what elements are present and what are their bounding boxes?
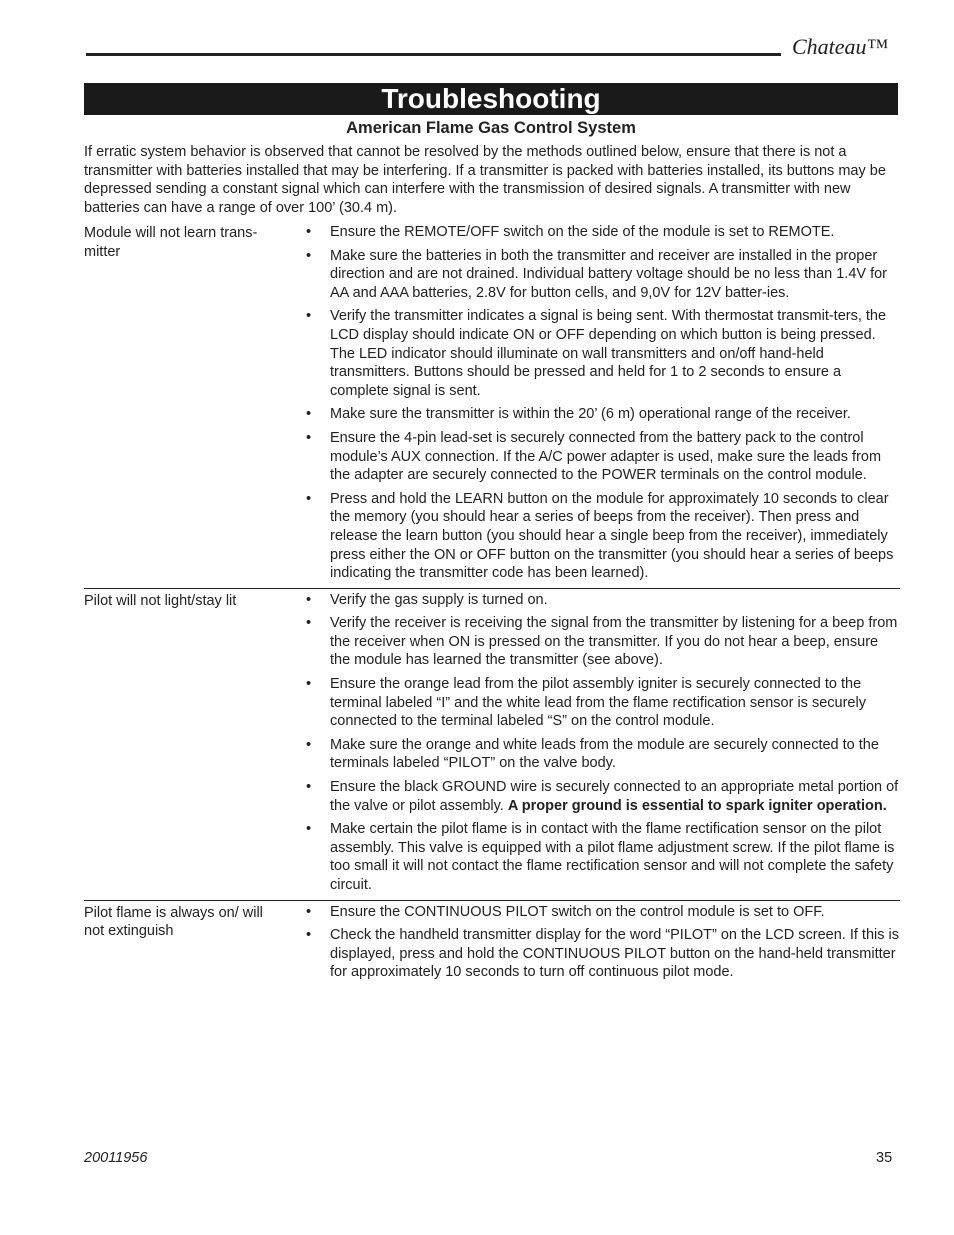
problem-label: Pilot will not light/stay lit (84, 592, 237, 609)
bullet-icon: • (306, 591, 312, 608)
solution-text: Verify the gas supply is turned on. (330, 591, 548, 608)
intro-paragraph: If erratic system behavior is observed that cannot be resolved by the methods outlined below, ensure that there is not a transmitter with batteries installed that may be interfering. If a transmitter is packed with batteries installed, its buttons may be depressed sending a constant signal which can interfere with the transmission of desired signals. A transmitter with new batteries can have a range of over 100’ (30.4 m). (84, 144, 886, 216)
bullet-icon: • (306, 224, 312, 240)
solution-text: Verify the receiver is receiving the signal from the transmitter by listening for a beep from the receiver when ON is pressed on the transmitter. If you do not hear a beep, ensure the module has learned the transmitter (see above). (330, 615, 898, 669)
solution-item (306, 405, 900, 424)
problem-row (84, 900, 900, 987)
solution-list (306, 223, 900, 588)
document-number: 20011956 (84, 1150, 148, 1166)
header-rule (86, 53, 781, 56)
solution-item (306, 307, 900, 400)
solution-item (306, 675, 900, 731)
bullet-icon: • (306, 406, 312, 423)
bullet-icon: • (306, 821, 312, 838)
solution-item (306, 490, 900, 583)
bullet-icon: • (306, 490, 312, 507)
solution-item (306, 429, 900, 485)
problem-label: Module will not learn trans-mitter (84, 225, 258, 260)
bullet-icon: • (306, 927, 312, 944)
solution-text: Ensure the black GROUND wire is securely connected to an appropriate metal portion of the valve or pilot assembly. A proper ground is essential to spark igniter operation. (330, 779, 899, 814)
solution-text: Make certain the pilot flame is in contact with the flame rectification sensor on the pilot assembly. This valve is equipped with a pilot flame adjustment screw. If the pilot flame is too small it will not contact the flame rectification sensor and will not complete the safety circuit. (330, 821, 895, 893)
solution-text: Make sure the transmitter is within the 20’ (6 m) operational range of the receiver. (330, 406, 851, 423)
brand-name: Chateau™ (792, 34, 889, 59)
solution-item (306, 614, 900, 670)
bullet-icon: • (306, 615, 312, 632)
page-number: 35 (876, 1150, 893, 1166)
bullet-icon: • (306, 779, 312, 796)
bullet-icon: • (306, 903, 312, 920)
troubleshooting-table (84, 223, 900, 987)
solution-item (306, 247, 900, 303)
bullet-icon: • (306, 736, 312, 753)
solution-text: Ensure the 4-pin lead-set is securely connected from the battery pack to the control module’s AUX connection. If the A/C power adapter is used, make sure the leads from the adapter are securely connected to the POWER terminals on the control module. (330, 429, 882, 484)
problem-label: Pilot flame is always on/ will not extinguish (84, 904, 263, 940)
bullet-icon: • (306, 247, 312, 264)
solution-item (306, 591, 900, 610)
solution-text: Make sure the orange and white leads from the module are securely connected to the terminals labeled “PILOT” on the valve body. (330, 736, 879, 772)
bullet-icon: • (306, 429, 312, 446)
solution-item (306, 820, 900, 894)
solution-item (306, 223, 900, 242)
solution-list (306, 591, 900, 900)
bullet-icon: • (306, 676, 312, 693)
solution-text: Check the handheld transmitter display for the word “PILOT” on the LCD screen. If this is displayed, press and hold the CONTINUOUS PILOT button on the hand-held transmitter for approximately 10 seconds to turn off continuous pilot mode. (330, 927, 899, 981)
solution-text: Verify the transmitter indicates a signal is being sent. With thermostat transmit-ters, the LCD display should indicate ON or OFF depending on which button is being pressed. The LED indicator should illuminate on wall transmitters and on/off hand-held transmitters. Buttons should be pressed and held for 1 to 2 seconds to ensure a complete signal is sent. (330, 308, 887, 399)
problem-row (84, 588, 900, 900)
solution-text: Press and hold the LEARN button on the module for approximately 10 seconds to clear the memory (you should hear a series of beeps from the receiver). Then press and release the learn button (you should hear a single beep from the receiver), immediately press either the ON or OFF button on the transmitter (you should hear a series of beeps indicating the transmitter code has been learned). (330, 490, 894, 582)
solution-item (306, 736, 900, 773)
solution-text: Make sure the batteries in both the transmitter and receiver are installed in the proper direction and are not drained. Individual battery voltage should be no less than 1.4V for AA and AAA batteries, 2.8V for button cells, and 9,0V for 12V batter-ies. (330, 247, 888, 301)
section-subtitle: American Flame Gas Control System (346, 119, 636, 137)
solution-text: Ensure the CONTINUOUS PILOT switch on the control module is set to OFF. (330, 903, 825, 920)
emphasis-text: A proper ground is essential to spark igniter operation. (507, 797, 887, 814)
problem-row (84, 223, 900, 588)
bullet-icon: • (306, 308, 312, 325)
solution-text: Ensure the REMOTE/OFF switch on the side of the module is set to REMOTE. (330, 224, 835, 240)
solution-item (306, 778, 900, 815)
page-title: Troubleshooting (84, 83, 898, 115)
solution-item (306, 903, 900, 922)
solution-item (306, 926, 900, 982)
solution-text: Ensure the orange lead from the pilot assembly igniter is securely connected to the terminal labeled “I” and the white lead from the flame rectification sensor is securely connected to the terminal labeled “S” on the control module. (330, 676, 866, 730)
solution-list (306, 903, 900, 987)
